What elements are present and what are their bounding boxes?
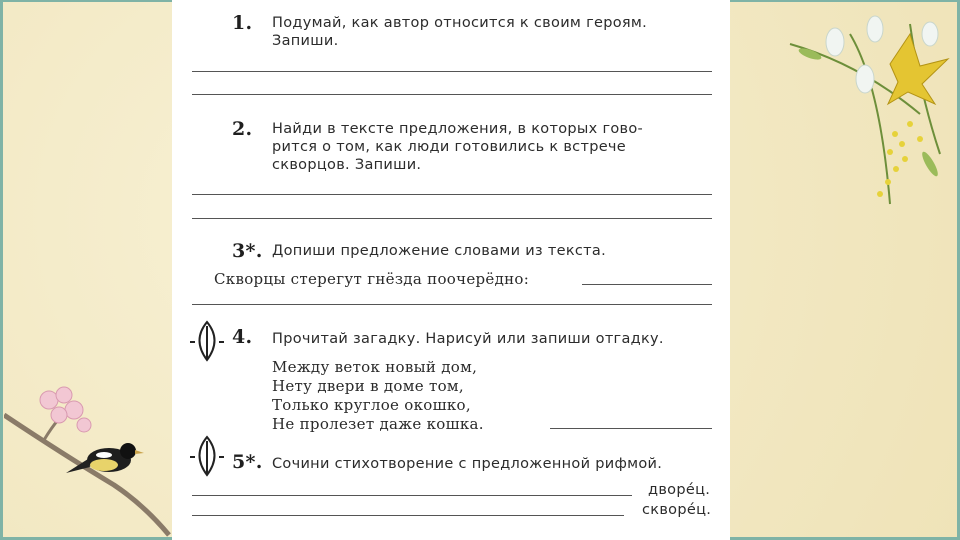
answer-line[interactable]	[192, 194, 712, 195]
task-number: 4.	[232, 326, 253, 348]
task-number: 5*.	[232, 451, 263, 473]
task-1	[172, 8, 730, 98]
sentence-to-complete: Скворцы стерегут гнёзда поочерёдно:	[214, 270, 530, 288]
task-2	[172, 116, 730, 226]
answer-line[interactable]	[582, 284, 712, 285]
answer-line[interactable]	[192, 515, 624, 516]
answer-line[interactable]	[192, 71, 712, 72]
task-number: 3*.	[232, 240, 263, 262]
rhyme-word: скворéц.	[642, 502, 712, 518]
answer-line[interactable]	[192, 218, 712, 219]
riddle-poem: Между веток новый дом, Нету двери в доме том, Только круглое окошко, Не пролезет даже кошка.	[272, 358, 484, 433]
task-text: Сочини стихотворение с предложенной рифмой.	[272, 456, 663, 472]
worksheet-page	[172, 0, 730, 540]
bird-on-branch-decoration	[4, 375, 174, 537]
answer-line[interactable]	[192, 94, 712, 95]
task-text: Найди в тексте предложения, в которых гово- рится о том, как люди готовились к встрече скворцов. Запиши.	[272, 121, 644, 173]
task-number: 1.	[232, 12, 253, 34]
answer-line[interactable]	[192, 495, 632, 496]
task-4	[172, 320, 730, 440]
answer-line[interactable]	[550, 428, 712, 429]
pencil-leaf-icon	[190, 435, 224, 477]
flower-branch-decoration	[770, 4, 955, 214]
rhyme-word: дворéц.	[648, 482, 711, 498]
task-text: Подумай, как автор относится к своим героям. Запиши.	[272, 15, 648, 49]
task-text: Допиши предложение словами из текста.	[272, 243, 606, 259]
answer-line[interactable]	[192, 304, 712, 305]
pencil-leaf-icon	[190, 320, 224, 362]
task-number: 2.	[232, 118, 253, 140]
task-5	[172, 435, 730, 535]
task-3	[172, 238, 730, 308]
task-text: Прочитай загадку. Нарисуй или запиши отгадку.	[272, 331, 664, 347]
